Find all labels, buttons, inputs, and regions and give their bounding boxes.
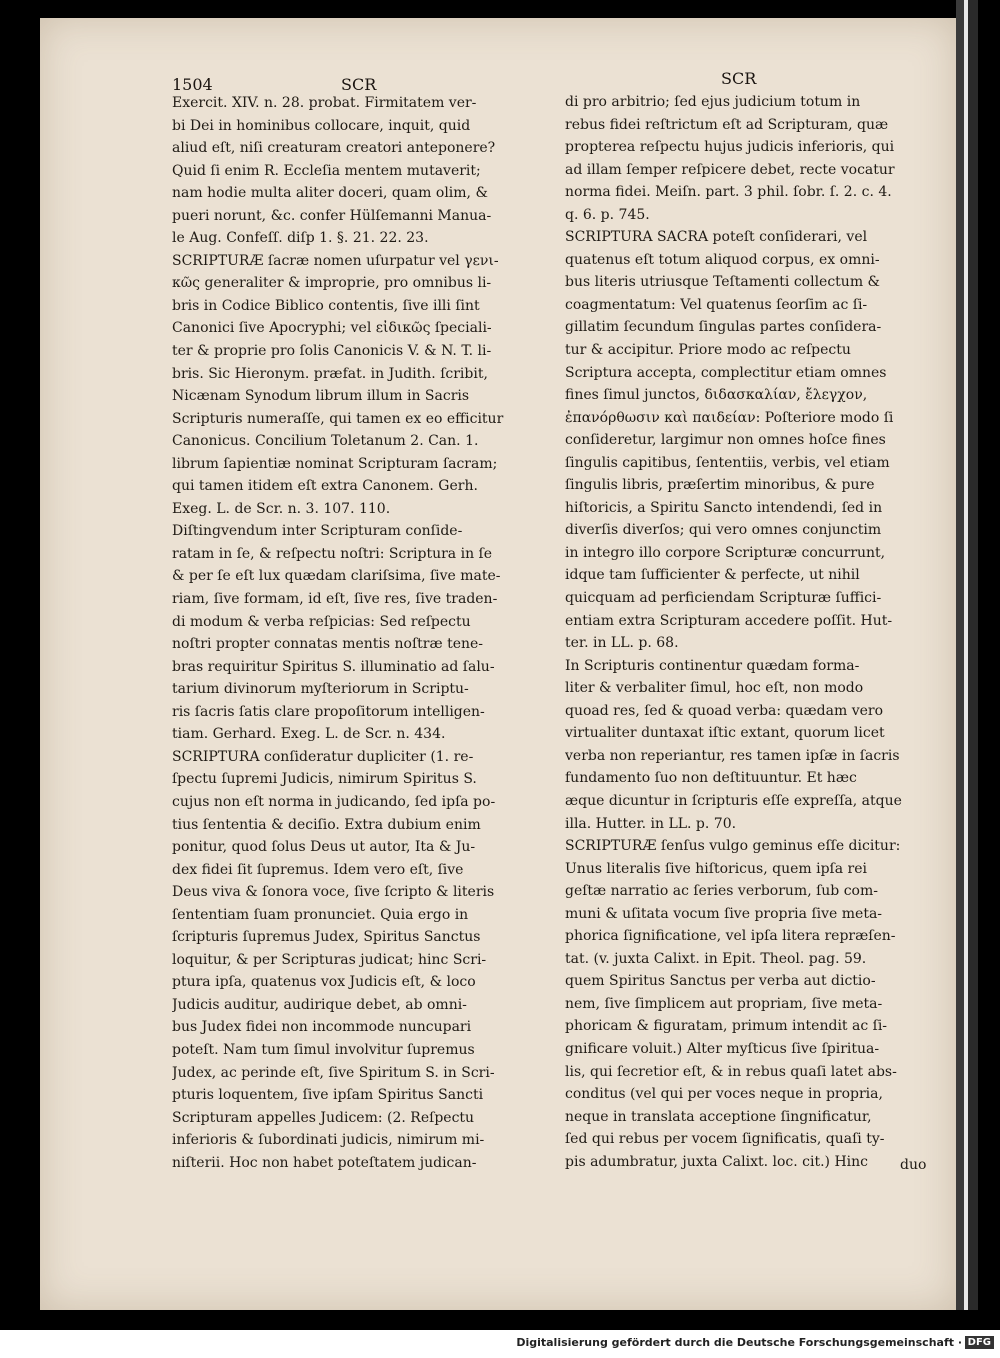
text-line: coagmentatum: Vel quatenus ſeorſim ac ſi- xyxy=(565,296,868,313)
text-line: Scriptura accepta, complectitur etiam omnes xyxy=(565,364,887,381)
page-number: 1504 xyxy=(172,75,213,94)
text-line: SCRIPTURÆ ſacræ nomen uſurpatur vel γενι- xyxy=(172,252,499,269)
text-line: conditus (vel qui per voces neque in propria, xyxy=(565,1086,883,1103)
text-line: fines ſimul junctos, διδασκαλίαν, ἔλεγχον, xyxy=(565,387,868,404)
text-line: quem Spiritus Sanctus per verba aut dictio- xyxy=(565,973,876,990)
text-line: virtualiter duntaxat iſtic extant, quorum licet xyxy=(565,725,885,742)
text-line: Diſtingvendum inter Scripturam conſide- xyxy=(172,523,463,540)
text-line: hiſtoricis, a Spiritu Sancto intendendi, ſed in xyxy=(565,499,883,516)
text-line: ſcripturis ſupremus Judex, Spiritus Sanctus xyxy=(172,929,481,946)
text-line: Scripturam appelles Judicem: (2. Reſpectu xyxy=(172,1109,475,1126)
text-line: ſingulis libris, præſertim minoribus, & pure xyxy=(565,477,875,494)
footer-bar xyxy=(0,1330,1000,1358)
text-line: niſterii. Hoc non habet poteſtatem judican- xyxy=(172,1154,477,1171)
text-line: rebus fidei reſtrictum eſt ad Scripturam, quæ xyxy=(565,116,889,133)
text-line: tarium divinorum myſteriorum in Scriptu- xyxy=(172,681,469,698)
text-line: ſententiam ſuam pronunciet. Quia ergo in xyxy=(172,906,469,923)
text-line: SCRIPTURA conſideratur dupliciter (1. re- xyxy=(172,748,474,765)
text-line: le Aug. Confeſſ. diſp 1. §. 21. 22. 23. xyxy=(172,230,429,247)
text-line: SCRIPTURA SACRA poteſt conſiderari, vel xyxy=(565,229,868,246)
text-line: noſtri propter connatas mentis noſtræ tene- xyxy=(172,636,484,653)
text-line: quicquam ad perficiendam Scripturæ ſuffici- xyxy=(565,590,882,607)
text-line: neque in translata acceptione ſingnificatur, xyxy=(565,1108,872,1125)
text-line: qui tamen itidem eſt extra Canonem. Gerh. xyxy=(172,478,478,495)
text-line: æque dicuntur in ſcripturis eſſe expreſſa, atque xyxy=(565,792,902,809)
text-line: geſtæ narratio ac ſeries verborum, ſub com- xyxy=(565,883,878,900)
text-line: propterea reſpectu hujus judicis inferioris, qui xyxy=(565,139,895,156)
text-line: pueri norunt, &c. confer Hülſemanni Manua- xyxy=(172,207,492,224)
text-line: tiam. Gerhard. Exeg. L. de Scr. n. 434. xyxy=(172,726,446,743)
text-line: bras requiritur Spiritus S. illuminatio ad ſalu- xyxy=(172,658,495,675)
text-line: ad illam ſemper reſpicere debet, recte vocatur xyxy=(565,161,895,178)
text-line: ἐπανόρθωσιν καὶ παιδείαν: Poſteriore modo ſi xyxy=(565,409,894,426)
text-line: ptura ipſa, quatenus vox Judicis eſt, & loco xyxy=(172,974,476,991)
text-line: & per ſe eſt lux quædam clariſsima, ſive mate- xyxy=(172,568,501,585)
text-line: tat. (v. juxta Calixt. in Epit. Theol. pag. 59. xyxy=(565,950,867,967)
text-line: Canonici ſive Apocryphi; vel εἰδικῶς ſpeciali- xyxy=(172,320,492,337)
text-line: norma fidei. Meiſn. part. 3 phil. ſobr. ſ. 2. c. 4. xyxy=(565,184,892,201)
text-line: librum ſapientiæ nominat Scripturam ſacram; xyxy=(172,455,498,472)
left-headword: SCR xyxy=(341,75,377,94)
text-line: quatenus eſt totum aliquod corpus, ex omni- xyxy=(565,251,880,268)
text-line: In Scripturis continentur quædam forma- xyxy=(565,657,860,674)
text-line: bus literis utriusque Teſtamenti collectum & xyxy=(565,274,881,291)
text-line: q. 6. p. 745. xyxy=(565,206,650,223)
text-line: verba non reperiantur, res tamen ipſæ in ſacris xyxy=(565,747,900,764)
text-line: Canonicus. Concilium Toletanum 2. Can. 1. xyxy=(172,433,479,450)
text-line: lis, qui ſecretior eſt, & in rebus quaſi latet abs- xyxy=(565,1063,897,1080)
text-line: riam, ſive formam, id eſt, ſive res, ſive traden- xyxy=(172,591,498,608)
text-line: ter. in LL. p. 68. xyxy=(565,635,679,652)
text-line: Nicænam Synodum librum illum in Sacris xyxy=(172,388,470,405)
text-line: ſed qui rebus per vocem ſignificatis, quaſi ty- xyxy=(565,1131,885,1148)
text-line: tius ſententia & deciſio. Extra dubium enim xyxy=(172,816,481,833)
text-line: phoricam & figuratam, primum intendit ac ſi- xyxy=(565,1018,888,1035)
text-line: gnificare voluit.) Alter myſticus ſive ſpiritua- xyxy=(565,1040,880,1057)
text-line: quoad res, ſed & quoad verba: quædam vero xyxy=(565,702,884,719)
text-line: phorica ſignificatione, vel ipſa litera repræſen- xyxy=(565,928,896,945)
text-line: ſpectu ſupremi Judicis, nimirum Spiritus S. xyxy=(172,771,477,788)
text-line: in integro illo corpore Scripturæ concurrunt, xyxy=(565,544,886,561)
text-line: bi Dei in hominibus collocare, inquit, quid xyxy=(172,117,471,134)
text-line: Judicis auditur, audirique debet, ab omni- xyxy=(172,996,467,1013)
text-line: di modum & verba reſpicias: Sed reſpectu xyxy=(172,613,471,630)
right-text-column xyxy=(565,91,950,1173)
text-line: ſingulis capitibus, ſententiis, verbis, vel etiam xyxy=(565,454,890,471)
text-line: loquitur, & per Scripturas judicat; hinc Scri- xyxy=(172,951,487,968)
text-line: conſideretur, largimur non omnes hoſce fines xyxy=(565,432,886,449)
left-text-column xyxy=(172,92,556,1174)
text-line: Exeg. L. de Scr. n. 3. 107. 110. xyxy=(172,500,391,517)
text-line: cujus non eſt norma in judicando, ſed ipſa po- xyxy=(172,793,496,810)
right-headword: SCR xyxy=(721,69,757,88)
text-line: bris. Sic Hieronym. præfat. in Judith. ſcribit, xyxy=(172,365,488,382)
text-line: inferioris & ſubordinati judicis, nimirum mi- xyxy=(172,1132,485,1149)
text-line: diverſis diverſos; qui vero omnes conjunctim xyxy=(565,522,882,539)
text-line: pturis loquentem, ſive ipſam Spiritus Sancti xyxy=(172,1087,484,1104)
text-line: poteſt. Nam tum ſimul involvitur ſupremus xyxy=(172,1041,475,1058)
dfg-logo: DFG xyxy=(965,1336,994,1349)
text-line: Deus viva & ſonora voce, ſive ſcripto & literis xyxy=(172,884,495,901)
text-line: illa. Hutter. in LL. p. 70. xyxy=(565,815,737,832)
text-line: Judex, ac perinde eſt, ſive Spiritum S. in Scri- xyxy=(172,1064,495,1081)
text-line: nam hodie multa aliter doceri, quam olim, & xyxy=(172,185,488,202)
text-line: κῶς generaliter & improprie, pro omnibus li- xyxy=(172,275,492,292)
text-line: ris ſacris ſatis clare propoſitorum intelligen- xyxy=(172,703,485,720)
text-line: nem, ſive ſimplicem aut propriam, ſive meta- xyxy=(565,995,883,1012)
text-line: bus Judex fidei non incommode nuncupari xyxy=(172,1019,472,1036)
text-line: ratam in ſe, & reſpectu noſtri: Scriptura in ſe xyxy=(172,545,492,562)
text-line: di pro arbitrio; ſed ejus judicium totum in xyxy=(565,94,861,110)
text-line: muni & uſitata vocum ſive propria ſive meta- xyxy=(565,905,883,922)
text-line: tur & accipitur. Priore modo ac reſpectu xyxy=(565,342,851,359)
text-line: Scripturis numeraſſe, qui tamen ex eo efficitur xyxy=(172,410,504,427)
text-line: ponitur, quod ſolus Deus ut autor, Ita & Ju- xyxy=(172,839,476,856)
text-line: bris in Codice Biblico contentis, ſive illi ſint xyxy=(172,297,480,314)
catchword: duo xyxy=(900,1157,927,1173)
text-line: fundamento ſuo non deſtituuntur. Et hæc xyxy=(565,770,857,787)
text-line: Quid ſi enim R. Eccleſia mentem mutaverit; xyxy=(172,162,481,179)
text-line: liter & verbaliter ſimul, hoc eſt, non modo xyxy=(565,680,864,697)
text-line: Exercit. XIV. n. 28. probat. Firmitatem ver- xyxy=(172,95,477,111)
text-line: SCRIPTURÆ ſenſus vulgo geminus eſſe dicitur: xyxy=(565,838,901,855)
text-line: aliud eſt, niſi creaturam creatori anteponere? xyxy=(172,140,496,157)
text-line: gillatim ſecundum ſingulas partes conſidera- xyxy=(565,319,882,336)
text-line: idque tam ſufficienter & perfecte, ut nihil xyxy=(565,567,860,584)
text-line: entiam extra Scripturam accedere poſſit. Hut- xyxy=(565,612,893,629)
text-line: ter & proprie pro ſolis Canonicis V. & N. T. li- xyxy=(172,343,492,360)
footer-credit: Digitalisierung gefördert durch die Deutsche Forschungsgemeinschaft · xyxy=(516,1336,962,1349)
text-line: dex fidei ſit ſupremus. Idem vero eſt, ſive xyxy=(172,861,464,878)
text-line: pis adumbratur, juxta Calixt. loc. cit.) Hinc xyxy=(565,1153,868,1170)
book-edge xyxy=(956,0,1000,1310)
text-line: Unus literalis ſive hiſtoricus, quem ipſa rei xyxy=(565,860,867,877)
